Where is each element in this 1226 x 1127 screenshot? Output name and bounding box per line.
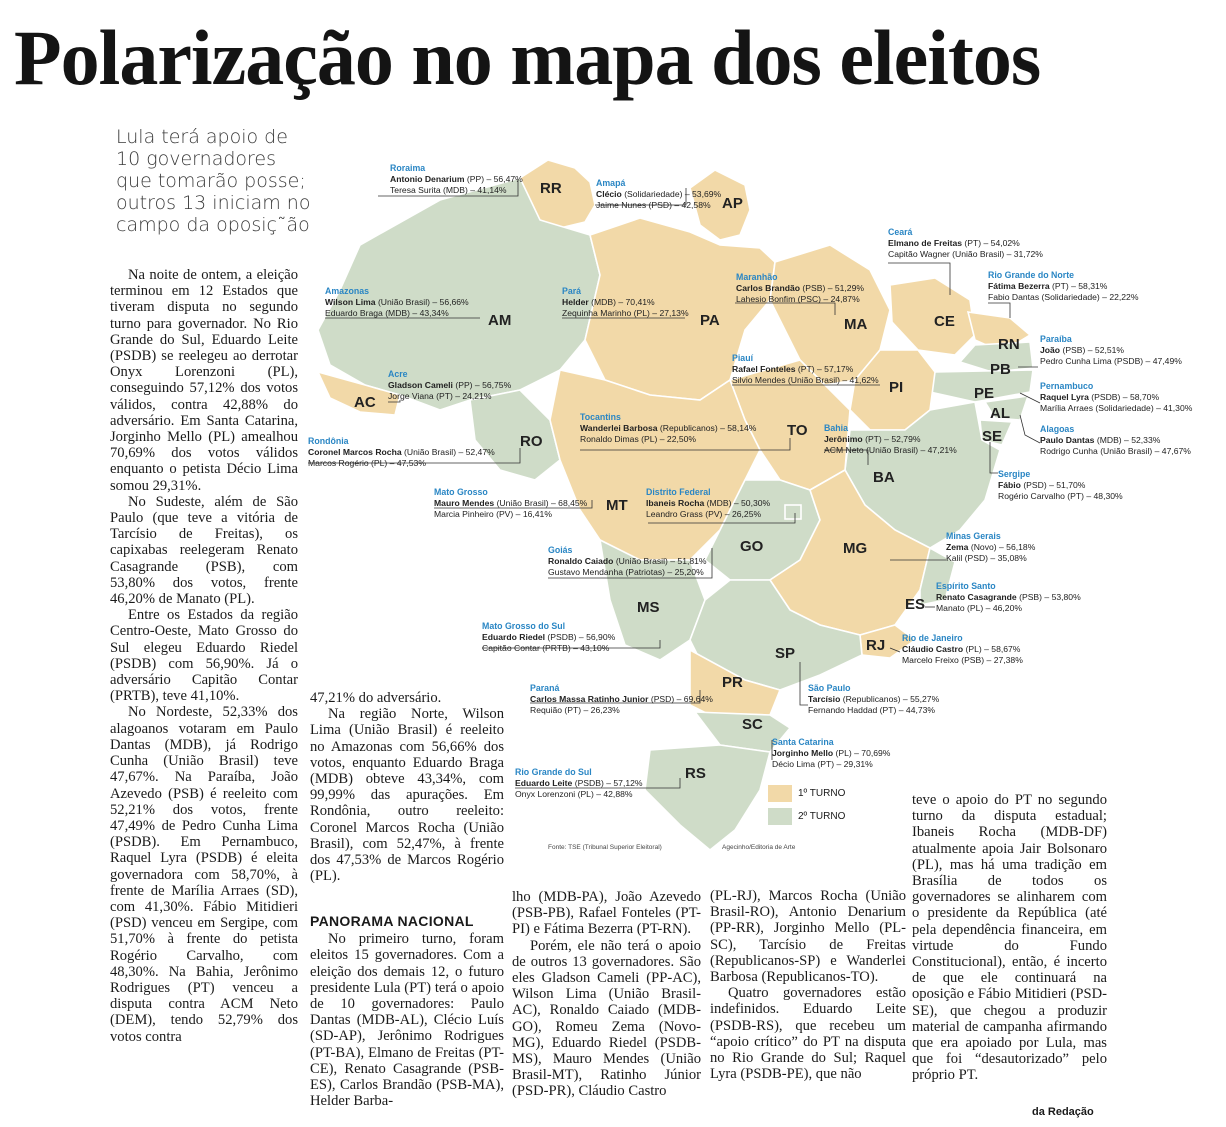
article-column-3: [512, 889, 701, 1100]
label-pr: Paraná Carlos Massa Ratinho Junior (PSD) – 69,64% Requião (PT) – 26,23%: [530, 683, 713, 715]
label-mt: Mato Grosso Mauro Mendes (União Brasil) – 68,45% Marcia Pinheiro (PV) – 16,41%: [434, 487, 588, 519]
label-go: Goiás Ronaldo Caiado (União Brasil) – 51,81% Gustavo Mendanha (Patriotas) – 25,20%: [548, 545, 707, 577]
state-abbr-pr: PR: [722, 674, 743, 691]
state-abbr-pa: PA: [700, 312, 720, 329]
state-shape-rs: [645, 745, 770, 850]
article-column-5: [912, 792, 1107, 1084]
state-abbr-al: AL: [990, 405, 1010, 422]
art-credit: Agecinho/Editoria de Arte: [722, 844, 796, 851]
label-al: Alagoas Paulo Dantas (MDB) – 52,33% Rodrigo Cunha (União Brasil) – 47,67%: [1040, 424, 1191, 456]
label-am: Amazonas Wilson Lima (União Brasil) – 56,66% Eduardo Braga (MDB) – 43,34%: [325, 286, 469, 318]
state-abbr-ce: CE: [934, 313, 955, 330]
state-abbr-rj: RJ: [866, 637, 886, 654]
source-note: Fonte: TSE (Tribunal Superior Eleitoral): [548, 844, 662, 851]
label-to: Tocantins Wanderlei Barbosa (Republicanos) – 58,14% Ronaldo Dimas (PL) – 22,50%: [580, 412, 757, 444]
paragraph: Quatro governadores estão indefinidos. Eduardo Leite (PSDB-RS), que recebeu um “apoio crítico” do PT na disputa no Rio Grande do Sul; Raquel Lyra (PSDB-PE), que não: [710, 985, 906, 1083]
deck: Lula terá apoio de 10 governadores que tomarão posse; outros 13 iniciam no campo da oposiç˜ão: [116, 126, 311, 236]
paragraph: Na noite de ontem, a eleição terminou em 12 Estados que tiveram disputa no segundo turno para governador. No Rio Grande do Sul, Eduardo Leite (PSDB) se reelegeu ao derrotar Onyx Lorenzoni (PL), conseguindo 57,12% dos votos válidos, contra 42,88% do adversário. Em Santa Catarina, Jorginho Mello (PL) amealhou 70,69% dos votos válidos enquanto o petista Décio Lima somou 29,31%.: [110, 267, 298, 494]
state-abbr-go: GO: [740, 538, 764, 555]
label-rj: Rio de Janeiro Cláudio Castro (PL) – 58,67% Marcelo Freixo (PSB) – 27,38%: [902, 633, 1023, 665]
legend-second-round: 2º TURNO: [798, 810, 846, 822]
label-sp: São Paulo Tarcísio (Republicanos) – 55,27% Fernando Haddad (PT) – 44,73%: [808, 683, 940, 715]
paragraph: No primeiro turno, foram eleitos 15 governadores. Com a eleição dos demais 12, o futuro presidente Lula (PT) terá o apoio de 10 governadores: Paulo Dantas (MDB-AL), Clécio Luís (SD-AP), Jerônimo Rodrigues (PT-BA), Elmano de Freitas (PT-CE), Renato Casagrande (PSB-ES), Carlos Brandão (PSB-MA), Helder Barba-: [310, 931, 504, 1110]
paragraph: 47,21% do adversário.: [310, 690, 442, 706]
label-rs: Rio Grande do Sul Eduardo Leite (PSDB) – 57,12% Onyx Lorenzoni (PL) – 42,88%: [515, 767, 643, 799]
state-abbr-ma: MA: [844, 316, 868, 333]
label-pe: Pernambuco Raquel Lyra (PSDB) – 58,70% Marília Arraes (Solidariedade) – 41,30%: [1040, 381, 1193, 413]
paragraph: Porém, ele não terá o apoio de outros 13 governadores. São eles Gladson Cameli (PP-AC), Wilson Lima (União Brasil-AC), Ronaldo Caiado (MDB-GO), Romeu Zema (Novo-MG), Eduardo Riedel (PSDB-MS), Mauro Mendes (União Brasil-MT), Ratinho Júnior (PSD-PR), Cláudio Castro: [512, 937, 701, 1100]
label-rr: Roraima Antonio Denarium (PP) – 56,47% Teresa Surita (MDB) – 41,14%: [390, 163, 523, 195]
state-abbr-mt: MT: [606, 497, 628, 514]
paragraph: teve o apoio do PT no segundo turno da disputa estadual; Ibaneis Rocha (MDB-DF) atualmente apoia Jair Bolsonaro (PL), mas há uma tradição em Brasília de todos os governadores se alinharem com o presidente da República (até pela dependência financeira, em virtude do Fundo Constitucional), então, é incerto de que ele continuará na oposição e Fábio Mitidieri (PSD-SE), que chegou a produzir material de campanha afirmando que era apoiado por Lula, mas que foi “desautorizado” pelo próprio PT.: [912, 792, 1107, 1084]
article-column-2-top: [310, 690, 504, 884]
state-abbr-ms: MS: [637, 599, 660, 616]
state-abbr-ac: AC: [354, 394, 376, 411]
label-pb: Paraíba João (PSB) – 52,51% Pedro Cunha Lima (PSDB) – 47,49%: [1040, 334, 1182, 366]
label-rn: Rio Grande do Norte Fátima Bezerra (PT) – 58,31% Fabio Dantas (Solidariedade) – 22,22%: [988, 270, 1139, 302]
state-abbr-am: AM: [488, 312, 512, 329]
state-abbr-ba: BA: [873, 469, 895, 486]
state-abbr-sp: SP: [775, 645, 796, 662]
article-column-4: [710, 888, 906, 1082]
legend-swatch-second-round: [768, 808, 792, 825]
legend-swatch-first-round: [768, 785, 792, 802]
state-abbr-rr: RR: [540, 180, 562, 197]
label-ac: Acre Gladson Cameli (PP) – 56,75% Jorge Viana (PT) – 24,21%: [388, 369, 512, 401]
label-df: Distrito Federal Ibaneis Rocha (MDB) – 50,30% Leandro Grass (PV) – 26,25%: [646, 487, 771, 519]
section-subhead: PANORAMA NACIONAL: [310, 913, 474, 929]
paragraph: Entre os Estados da região Centro-Oeste, Mato Grosso do Sul elegeu Eduardo Riedel (PSDB) com 56,90%. Já o adversário Capitão Contar (PRTB), teve 41,10%.: [110, 607, 298, 705]
label-es: Espírito Santo Renato Casagrande (PSB) – 53,80% Manato (PL) – 46,20%: [936, 581, 1081, 613]
state-abbr-pe: PE: [974, 385, 995, 402]
state-abbr-es: ES: [905, 596, 926, 613]
state-abbr-to: TO: [787, 422, 808, 439]
paragraph: (PL-RJ), Marcos Rocha (União Brasil-RO), Antonio Denarium (PP-RR), Jorginho Mello (PL-SC), Tarcísio de Freitas (Republicanos-SP) e Wanderlei Barbosa (Republicanos-TO).: [710, 888, 906, 986]
state-abbr-sc: SC: [742, 716, 763, 733]
headline: Polarização no mapa dos eleitos: [14, 14, 1041, 101]
label-ce: Ceará Elmano de Freitas (PT) – 54,02% Capitão Wagner (União Brasil) – 31,72%: [888, 227, 1043, 259]
label-ma: Maranhão Carlos Brandão (PSB) – 51,29% Lahesio Bonfim (PSC) – 24,87%: [736, 272, 865, 304]
state-shape-ce: [890, 278, 975, 355]
label-pa: Pará Helder (MDB) – 70,41% Zequinha Marinho (PL) – 27,13%: [562, 286, 689, 318]
state-abbr-ap: AP: [722, 195, 743, 212]
paragraph: Na região Norte, Wilson Lima (União Brasil) é reeleito no Amazonas com 56,66% dos votos, enquanto Eduardo Braga (MDB) obteve 43,34%, com 99,99% das apurações. Em Rondônia, outro reeleito: Coronel Marcos Rocha (União Brasil), com 52,47%, à frente dos 47,53% de Marcos Rogério (PL).: [310, 706, 504, 885]
state-abbr-pi: PI: [889, 379, 904, 396]
label-ro: Rondônia Coronel Marcos Rocha (União Brasil) – 52,47% Marcos Rogério (PL) – 47,53%: [308, 436, 495, 468]
article-column-2-bottom: [310, 913, 504, 1109]
state-abbr-se: SE: [982, 428, 1003, 445]
paragraph: No Nordeste, 52,33% dos alagoanos votaram em Paulo Dantas (MDB), já Rodrigo Cunha (União Brasil) teve 47,67%. Na Paraíba, João Azevedo (PSB) é reeleito com 52,21% dos votos, frente 47,49% de Pedro Cunha Lima (PSDB). Em Pernambuco, Raquel Lyra (PSDB) é eleita governadora com 58,70%, à frente de Marília Arraes (SD), com 41,30%. Fábio Mitidieri (PSD) venceu em Sergipe, com 51,70% à frente do petista Rogério Carvalho, com 48,30%. Na Bahia, Jerônimo Rodrigues (PT) venceu a disputa contra ACM Neto (DEM), tendo 52,79% dos votos contra: [110, 704, 298, 1045]
state-abbr-mg: MG: [843, 540, 868, 557]
state-shape-df: [785, 505, 801, 519]
article-column-1: [110, 267, 298, 1045]
state-abbr-rn: RN: [998, 336, 1020, 353]
label-pi: Piauí Rafael Fonteles (PT) – 57,17% Silvio Mendes (União Brasil) – 41,62%: [732, 353, 879, 385]
state-abbr-rs: RS: [685, 765, 706, 782]
paragraph: lho (MDB-PA), João Azevedo (PSB-PB), Rafael Fonteles (PT-PI) e Fátima Bezerra (PT-RN).: [512, 889, 701, 938]
byline: da Redação: [1032, 1106, 1094, 1118]
label-ap: Amapá Clécio (Solidariedade) – 53,69% Jaime Nunes (PSD) – 42,58%: [596, 178, 722, 210]
label-sc: Santa Catarina Jorginho Mello (PL) – 70,69% Décio Lima (PT) – 29,31%: [772, 737, 891, 769]
label-ba: Bahia Jerônimo (PT) – 52,79% ACM Neto (União Brasil) – 47,21%: [824, 423, 957, 455]
label-mg: Minas Gerais Zema (Novo) – 56,18% Kalil (PSD) – 35,08%: [946, 531, 1036, 563]
label-ms: Mato Grosso do Sul Eduardo Riedel (PSDB) – 56,90% Capitão Contar (PRTB) – 43,10%: [482, 621, 616, 653]
map-legend: [768, 783, 845, 829]
legend-first-round: 1º TURNO: [798, 787, 846, 799]
paragraph: No Sudeste, além de São Paulo (que teve a vitória de Tarcísio de Freitas), os capixabas reelegeram Renato Casagrande (PSB), com 53,80% dos votos, frente 46,20% de Manato (PL).: [110, 493, 298, 608]
state-abbr-pb: PB: [990, 361, 1011, 378]
label-se: Sergipe Fábio (PSD) – 51,70% Rogério Carvalho (PT) – 48,30%: [998, 469, 1123, 501]
state-abbr-ro: RO: [520, 433, 543, 450]
